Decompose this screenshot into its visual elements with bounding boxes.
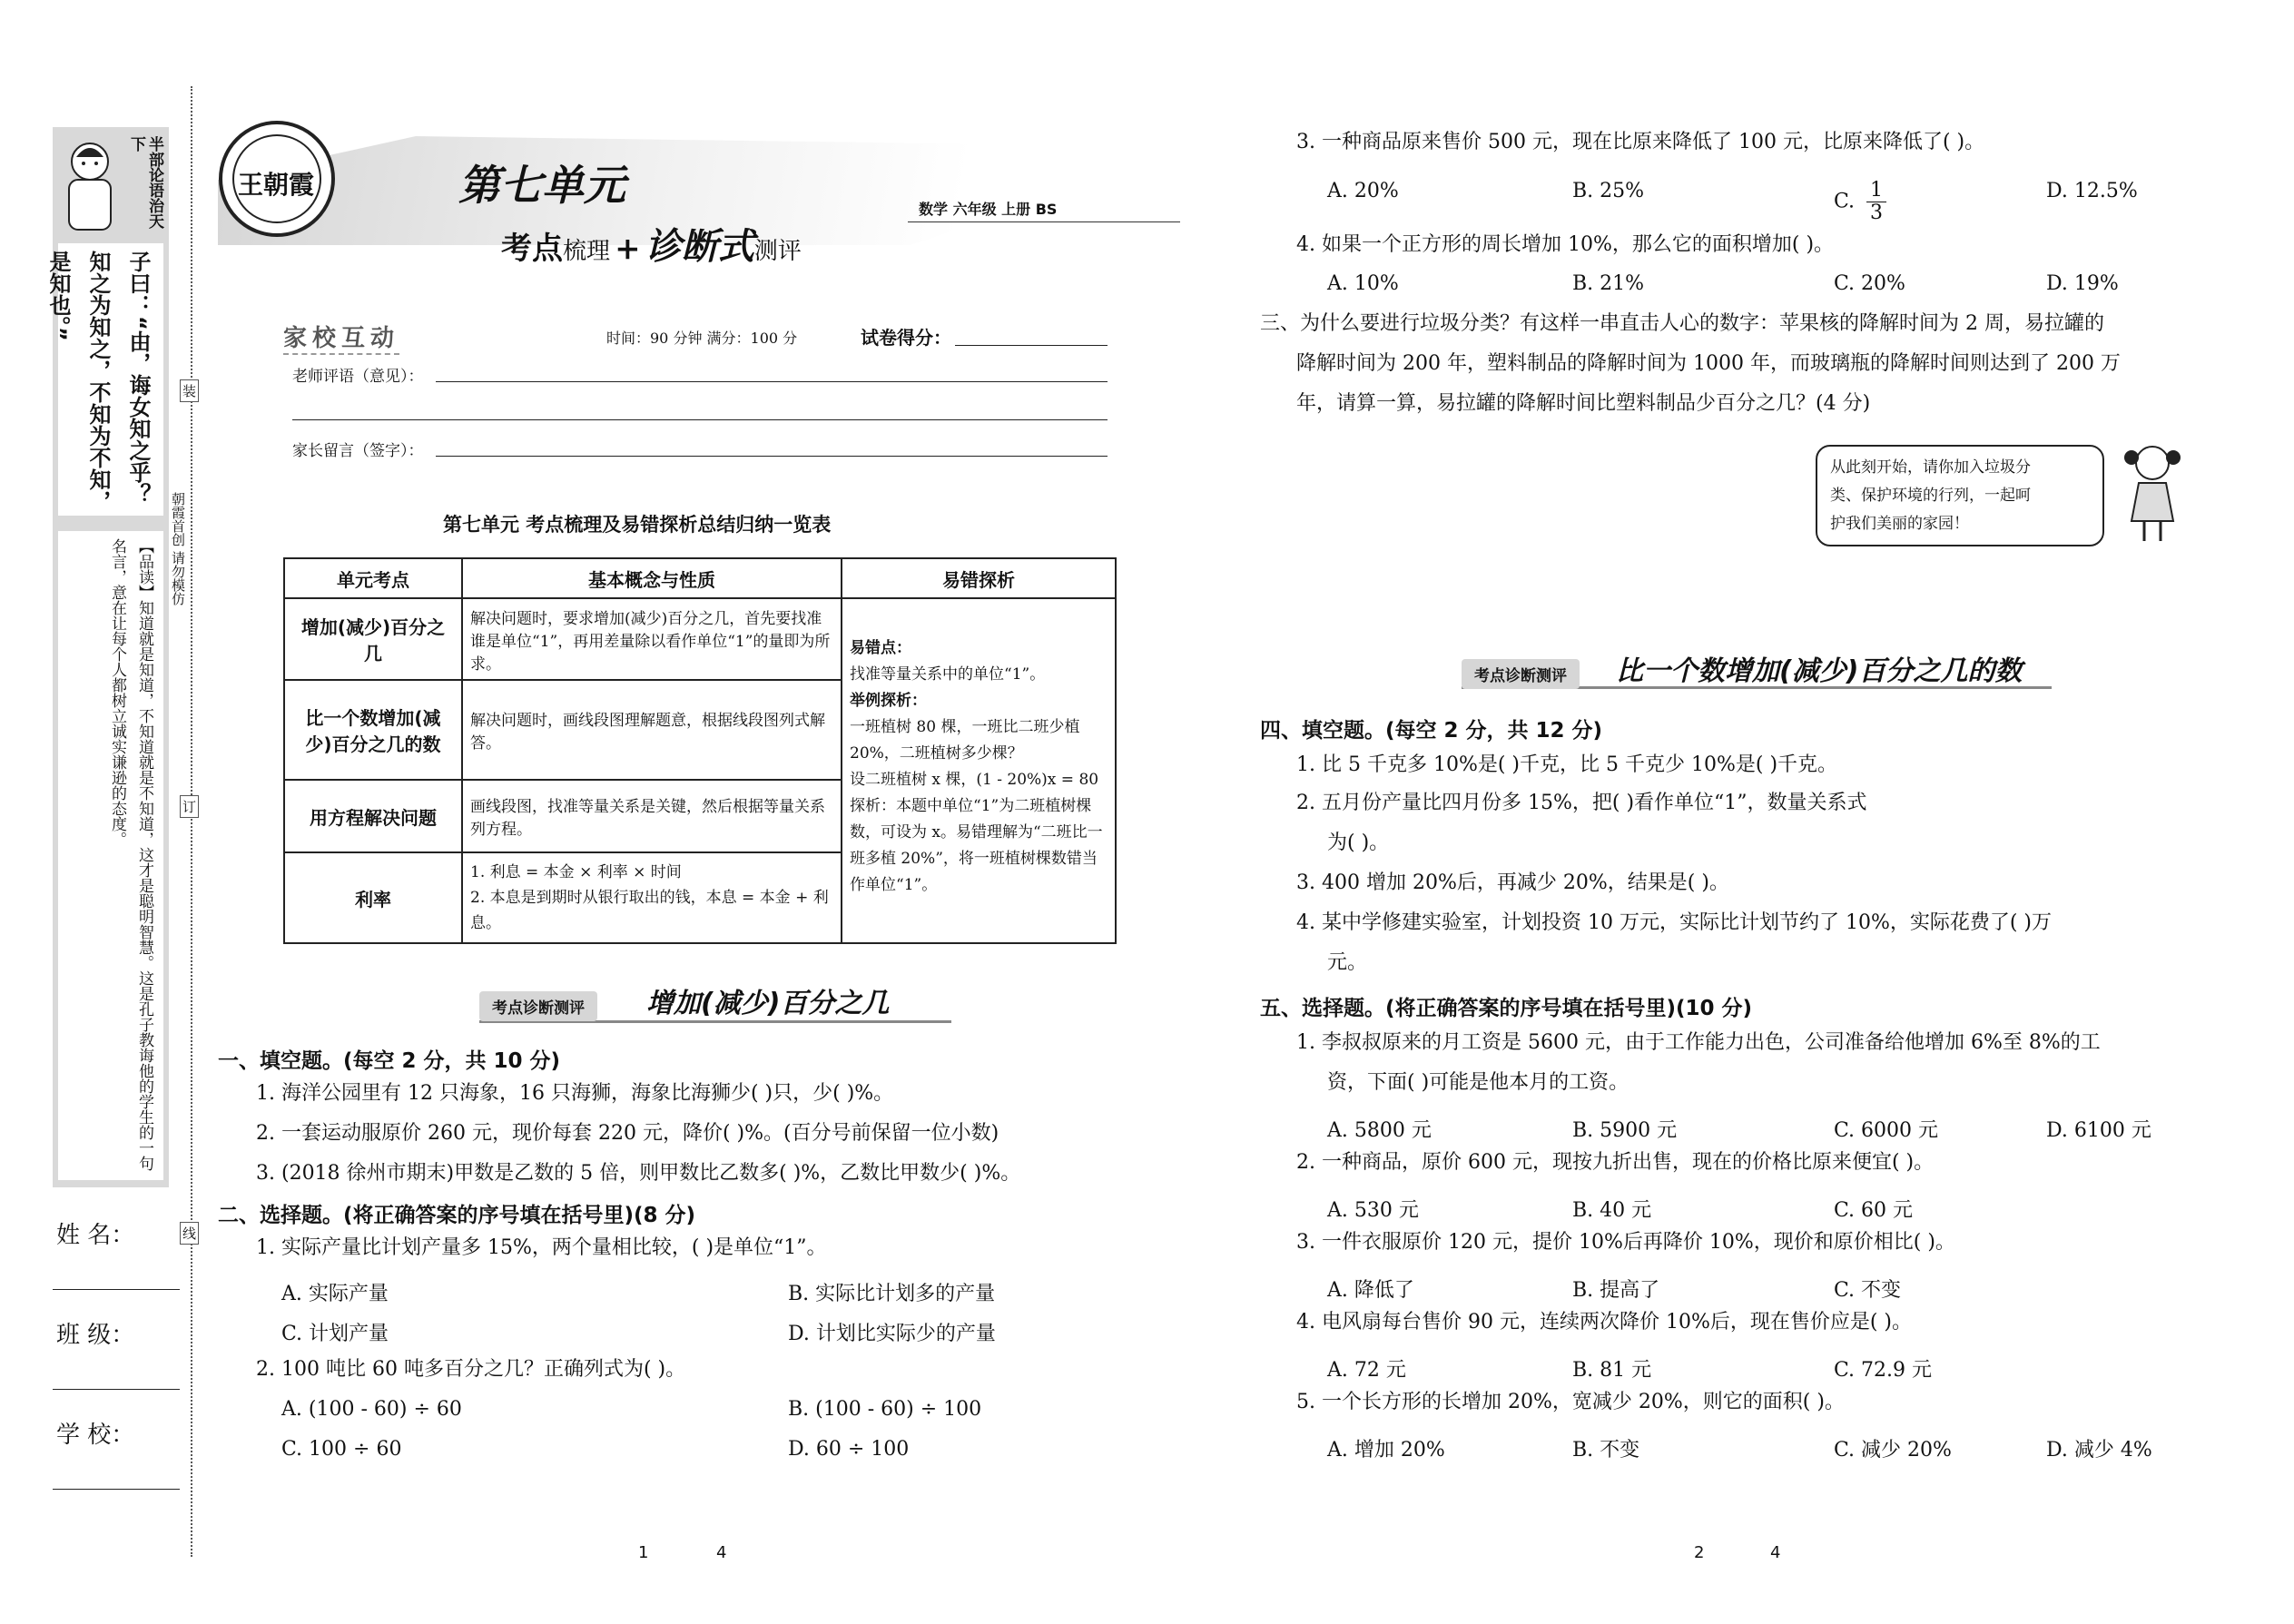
option[interactable]: C. 不变 [1834,1279,1902,1302]
name-label: 姓 名： [56,1222,135,1249]
table-cell-concept [462,852,842,943]
subtitle-plus: + [615,231,641,267]
question: 3. 400 增加 20%后，再减少 20%，结果是( )。 [1296,871,1729,894]
option[interactable]: A. 5800 元 [1327,1119,1432,1142]
subtitle-a: 考点 [501,231,563,267]
option[interactable]: B. 21% [1572,272,1645,295]
cut-mark-3: 线 [180,1222,199,1245]
option[interactable]: D. 19% [2046,272,2119,295]
question: 1. 实际产量比计划产量多 15%，两个量相比较，( )是单位“1”。 [256,1236,827,1259]
table-header: 单元考点 [284,558,462,598]
section-title: 二、选择题。(将正确答案的序号填在括号里)(8 分) [218,1204,696,1227]
class-label: 班 级： [56,1322,135,1349]
mistake-line: 探析：本题中单位“1”为二班植树棵 [850,797,1092,815]
option[interactable]: D. 计划比实际少的产量 [788,1323,996,1345]
option[interactable]: A. 实际产量 [281,1283,389,1305]
question: 为( )。 [1327,832,1390,854]
option[interactable]: C. 6000 元 [1834,1119,1939,1142]
time-info: 时间：90 分钟 满分：100 分 [606,330,798,347]
table-caption: 第七单元 考点梳理及易错探析总结归纳一览表 [443,514,832,536]
section-title: 一、填空题。(每空 2 分，共 10 分) [218,1049,561,1073]
question: 3. 一件衣服原价 120 元，提价 10%后再降价 10%，现价和原价相比( )。 [1296,1231,1955,1254]
option[interactable]: C. 20% [1834,272,1905,295]
mistake-line: 班多植 20%”，将一班植树棵数错当 [850,850,1098,868]
option[interactable]: A. 增加 20% [1327,1439,1445,1462]
reading-box [58,531,163,1180]
mistake-line: 一班植树 80 棵，一班比二班少植 [850,718,1080,736]
mistake-line: 数，可设为 x。易错理解为“二班比一 [850,823,1103,842]
bubble-line: 护我们美丽的家园！ [1830,515,1969,533]
table-cell-topic: 增加(减少)百分之几 [284,598,462,680]
mistake-line: 设二班植树 x 棵，(1 - 20%)x = 80 [850,771,1099,789]
teacher-comment-field[interactable] [436,381,1108,382]
page-total: 4 [716,1543,727,1562]
table-cell-topic: 用方程解决问题 [284,780,462,852]
question: 1. 海洋公园里有 12 只海象，16 只海狮，海象比海狮少( )只，少( )%。 [256,1082,894,1105]
option[interactable]: B. 5900 元 [1572,1119,1678,1142]
question: 5. 一个长方形的长增加 20%，宽减少 20%，则它的面积( )。 [1296,1391,1845,1413]
question: 1. 比 5 千克多 10%是( )千克，比 5 千克少 10%是( )千克。 [1296,753,1838,776]
band-tag: 考点诊断测评 [1462,659,1580,689]
teacher-comment-field-2[interactable] [292,419,1108,420]
cut-mark-2: 订 [180,795,199,818]
question: 元。 [1327,951,1368,974]
question: 2. 一套运动服原价 260 元，现价每套 220 元，降价( )%。(百分号前保留一位小数) [256,1122,999,1145]
copyright-note: 朝霞首创 请勿模仿 [170,492,186,605]
option[interactable]: A. 20% [1327,180,1399,202]
parent-note-field[interactable] [436,456,1108,457]
band-tag: 考点诊断测评 [479,991,597,1021]
table-cell-topic: 比一个数增加(减少)百分之几的数 [284,680,462,780]
confucius-quote: 子曰：“由，诲女知之乎？知之为知之，不知为不知，是知也。” [45,251,151,512]
table-header: 易错探析 [842,558,1116,598]
logo-text: 王朝霞 [238,170,315,200]
score-label: 试卷得分： [861,327,951,349]
subtitle-d: 测评 [753,238,802,265]
table-cell-topic: 利率 [284,852,462,943]
page-number: 1 [638,1543,649,1562]
table-cell-concept: 画线段图，找准等量关系是关键，然后根据等量关系列方程。 [462,780,842,852]
table-cell-mistake [842,598,1116,943]
option[interactable]: A. 530 元 [1327,1199,1419,1222]
binding-cut-line [191,86,192,1557]
score-field[interactable] [955,345,1108,346]
option[interactable] [1834,180,1886,224]
question: 1. 李叔叔原来的月工资是 5600 元，由于工作能力出色，公司准备给他增加 6%至 8%的工 [1296,1031,2101,1054]
section-title: 五、选择题。(将正确答案的序号填在括号里)(10 分) [1260,997,1753,1020]
interest-note: 2. 本息是到期时从银行取出的钱，本息 = 本金 + 利息。 [470,889,829,932]
table-header: 基本概念与性质 [462,558,842,598]
mistake-line: 作单位“1”。 [850,876,938,894]
subtitle-b: 梳理 [563,238,611,265]
parent-note-label: 家长留言（签字）： [292,442,424,460]
option[interactable]: D. 减少 4% [2046,1439,2152,1462]
header-rule [908,221,1180,222]
option-label: C. [1834,190,1856,213]
option[interactable]: B. 81 元 [1572,1359,1652,1382]
confucius-figure [58,134,122,234]
unit-title: 第七单元 [458,161,625,210]
subject-meta: 数学 六年级 上册 BS [919,201,1058,218]
question: 3. 一种商品原来售价 500 元，现在比原来降低了 100 元，比原来降低了( )。 [1296,131,1985,153]
option[interactable]: B. 40 元 [1572,1199,1652,1222]
page-number: 2 [1694,1543,1705,1562]
question-line: 三、为什么要进行垃圾分类？有这样一串直击人心的数字：苹果核的降解时间为 2 周，易拉罐的 [1260,312,2104,335]
question-line: 年，请算一算，易拉罐的降解时间比塑料制品少百分之几？(4 分) [1296,392,1871,415]
option[interactable]: A. 72 元 [1327,1359,1406,1382]
option[interactable]: B. 不变 [1572,1439,1640,1462]
summary-table [283,557,1117,944]
option[interactable]: A. 10% [1327,272,1399,295]
option[interactable]: C. 减少 20% [1834,1439,1952,1462]
home-school-tag: 家校互动 [283,320,399,355]
table-cell-concept: 解决问题时，画线段图理解题意，根据线段图列式解答。 [462,680,842,780]
question: 资，下面( )可能是他本月的工资。 [1327,1071,1629,1094]
option[interactable]: C. 100 ÷ 60 [281,1438,402,1461]
class-field[interactable] [53,1389,180,1390]
option[interactable]: A. 降低了 [1327,1279,1414,1302]
mistake-line: 20%，二班植树多少棵？ [850,744,1023,763]
band-title: 比一个数增加(减少)百分之几的数 [1616,655,2023,687]
interest-formula: 1. 利息 = 本金 × 利率 × 时间 [470,863,682,881]
option[interactable]: D. 6100 元 [2046,1119,2151,1142]
table-cell-concept: 解决问题时，要求增加(减少)百分之几，首先要找准谁是单位“1”，再用差量除以看作单位“1”的量即为所求。 [462,598,842,680]
bubble-line: 从此刻开始，请你加入垃圾分 [1830,458,2031,477]
question: 4. 如果一个正方形的周长增加 10%，那么它的面积增加( )。 [1296,233,1835,256]
mistake-line: 举例探析： [850,692,927,710]
question-line: 降解时间为 200 年，塑料制品的降解时间为 1000 年，而玻璃瓶的降解时间则达到了 200 万 [1296,352,2121,375]
question: 2. 一种商品，原价 600 元，现按九折出售，现在的价格比原来便宜( )。 [1296,1151,1935,1174]
sidebar-banner: 半部论语治天下 [127,136,163,229]
mistake-line: 易错点： [850,639,911,657]
fraction [1866,180,1886,224]
band-title: 增加(减少)百分之几 [646,988,890,1019]
option[interactable]: C. 60 元 [1834,1199,1914,1222]
page-total: 4 [1770,1543,1781,1562]
fraction-numerator: 1 [1866,180,1886,202]
subtitle [501,218,802,270]
option[interactable]: B. 提高了 [1572,1279,1660,1302]
school-label: 学 校： [56,1422,135,1449]
option[interactable]: D. 60 ÷ 100 [788,1438,910,1461]
cut-mark-1: 装 [180,379,199,402]
option[interactable]: B. 25% [1572,180,1645,202]
name-field[interactable] [53,1289,180,1290]
school-field[interactable] [53,1489,180,1490]
speech-bubble [1816,445,2104,546]
quote-box [45,243,163,516]
option[interactable]: D. 12.5% [2046,180,2138,202]
question: 3. (2018 徐州市期末)甲数是乙数的 5 倍，则甲数比乙数多( )%，乙数比甲数少( )%。 [256,1162,1021,1185]
question: 2. 100 吨比 60 吨多百分之几？正确列式为( )。 [256,1358,686,1381]
question: 4. 电风扇每台售价 90 元，连续两次降价 10%后，现在售价应是( )。 [1296,1311,1913,1334]
fraction-denominator: 3 [1870,202,1884,224]
reading-text: 【品读】知道就是知道，不知道就是不知道，这才是聪明智慧。这是孔子教诲他的学生的一句名言，意在让每个人都树立诚实谦逊的态度。 [108,538,153,1171]
option[interactable]: B. 实际比计划多的产量 [788,1283,996,1305]
girl-illustration [2121,438,2184,546]
teacher-comment-label: 老师评语（意见）： [292,368,424,386]
mistake-line: 找准等量关系中的单位“1”。 [850,665,1046,684]
subtitle-c: 诊断式 [645,225,754,268]
bubble-line: 类、保护环境的行列，一起呵 [1830,487,2031,505]
option[interactable]: C. 72.9 元 [1834,1359,1933,1382]
question: 2. 五月份产量比四月份多 15%，把( )看作单位“1”，数量关系式 [1296,792,1867,814]
option[interactable]: B. (100 - 60) ÷ 100 [788,1398,982,1421]
option[interactable]: C. 计划产量 [281,1323,389,1345]
section-title: 四、填空题。(每空 2 分，共 12 分) [1260,719,1603,743]
question: 4. 某中学修建实验室，计划投资 10 万元，实际比计划节约了 10%，实际花费了( )万 [1296,911,2053,934]
option[interactable]: A. (100 - 60) ÷ 60 [281,1398,462,1421]
